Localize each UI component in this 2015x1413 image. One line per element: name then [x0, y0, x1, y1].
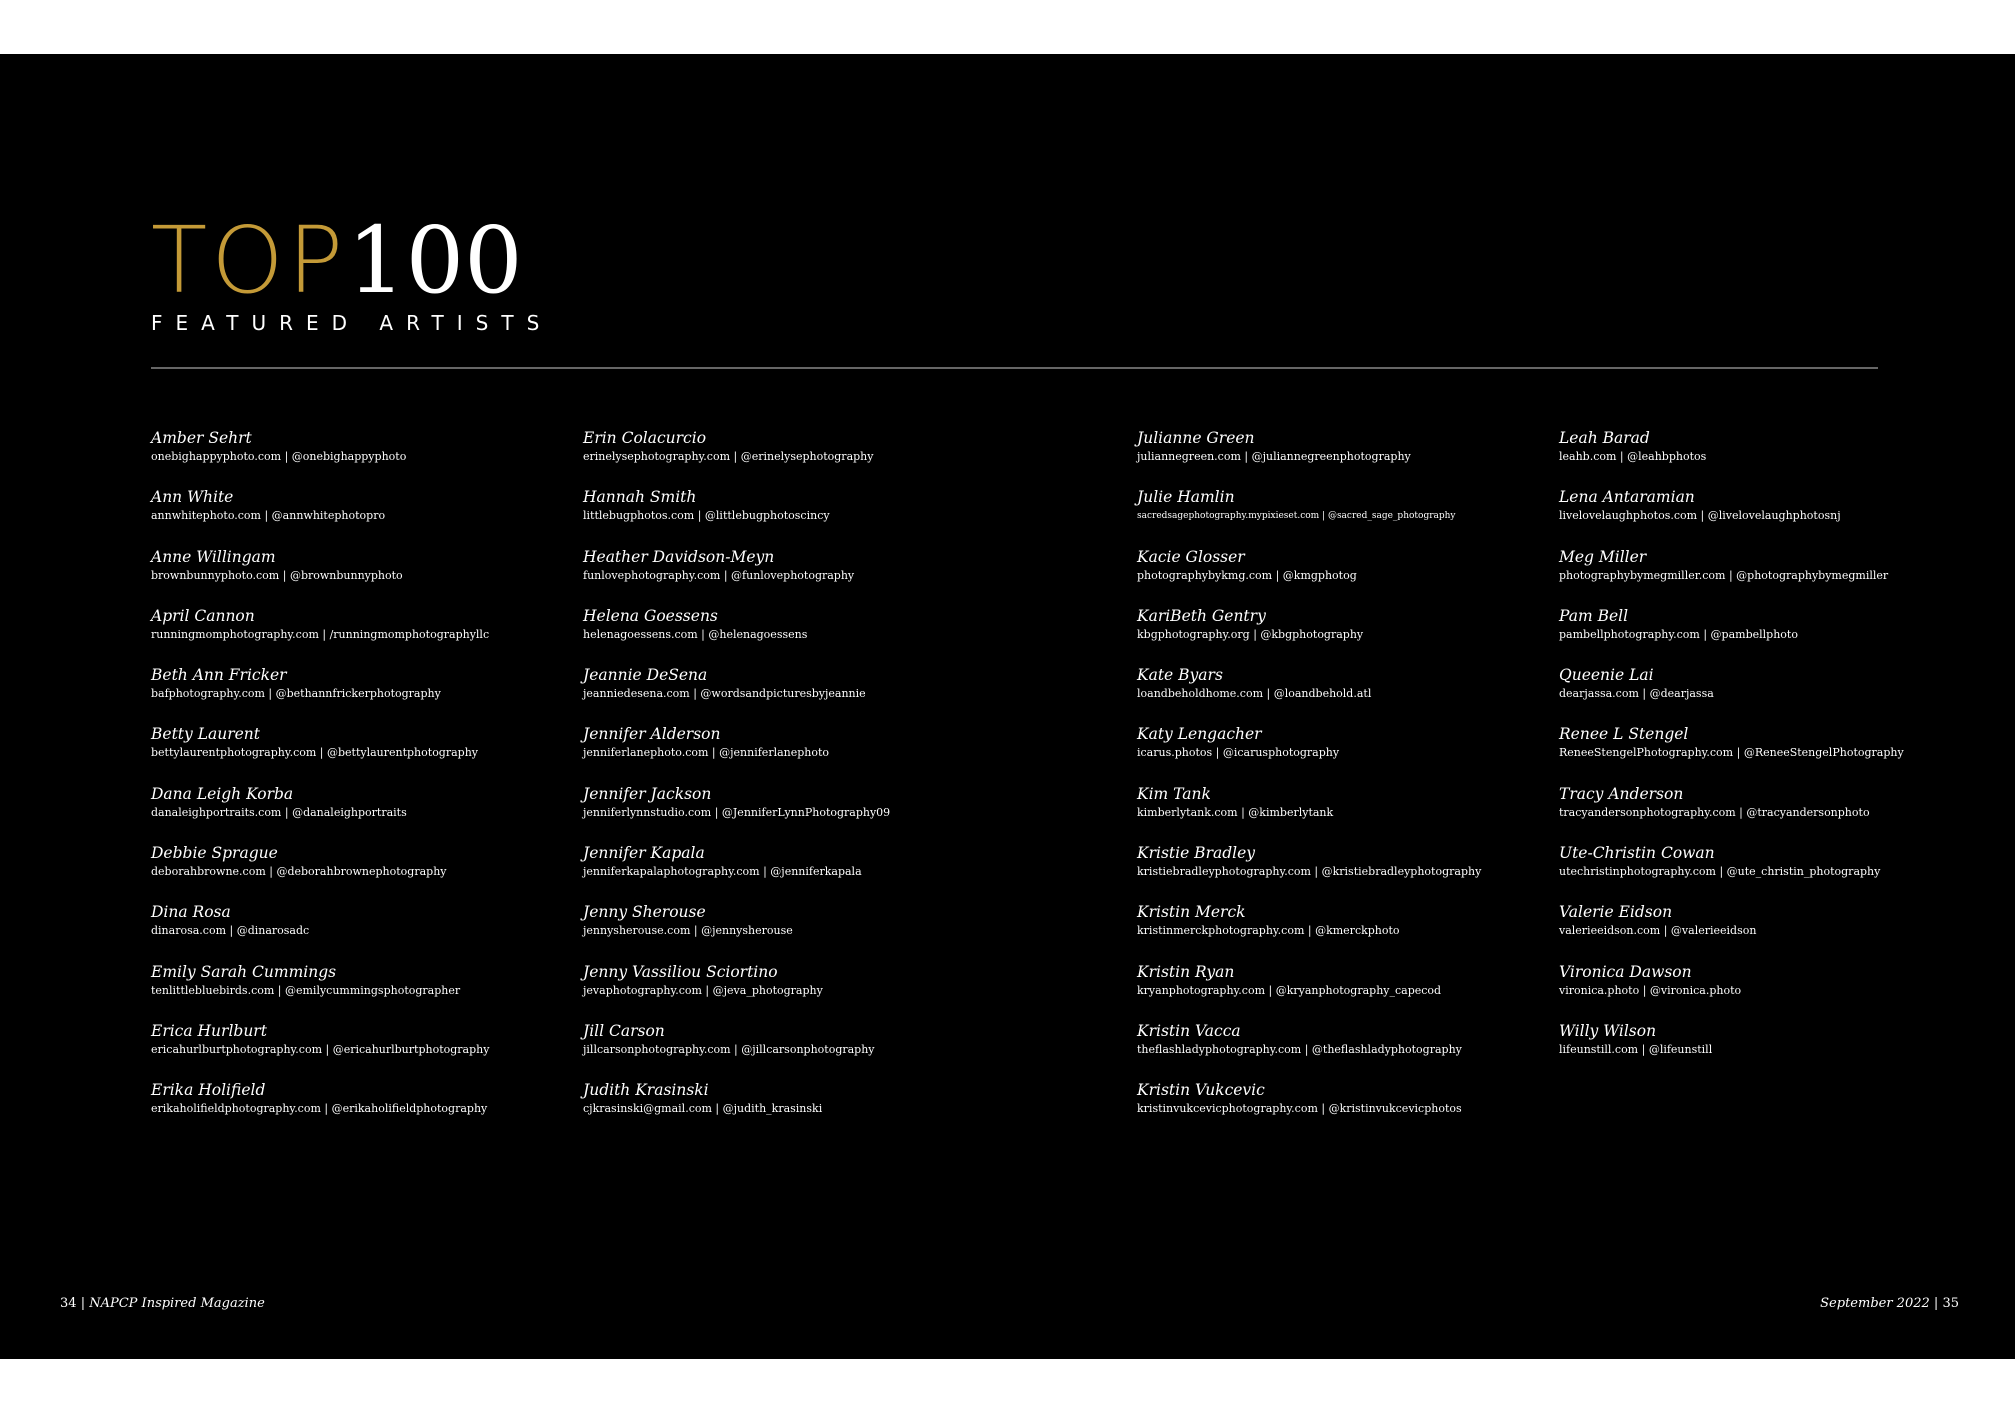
artist-name: Dina Rosa	[151, 903, 231, 922]
artist-entry	[1137, 486, 1481, 545]
artist-entry	[1137, 1020, 1481, 1079]
magazine-name: NAPCP Inspired Magazine	[89, 1296, 265, 1311]
title-top: TOP	[151, 207, 348, 314]
artist-website-social: valerieeidson.com | @valerieeidson	[1559, 924, 1757, 938]
artist-entry	[1137, 901, 1481, 960]
artist-name: Lena Antaramian	[1559, 488, 1695, 507]
artist-website-social: kristinmerckphotography.com | @kmerckphoto	[1137, 924, 1400, 938]
artist-column-1	[151, 427, 489, 1139]
artist-name: Ann White	[151, 488, 234, 507]
artist-entry	[151, 783, 489, 842]
artist-entry	[1559, 605, 1904, 664]
artist-name: Kristin Vukcevic	[1137, 1081, 1265, 1100]
artist-name: Jennifer Kapala	[583, 844, 705, 863]
artist-name: Erika Holifield	[151, 1081, 266, 1100]
artist-website-social: cjkrasinski@gmail.com | @judith_krasinski	[583, 1102, 823, 1116]
artist-name: Pam Bell	[1559, 606, 1629, 625]
artist-entry	[583, 723, 890, 782]
artist-website-social: jenniferlanephoto.com | @jenniferlanephoto	[583, 746, 830, 760]
left-page-number: 34	[60, 1296, 77, 1311]
artist-entry	[1559, 961, 1904, 1020]
artist-entry	[1559, 901, 1904, 960]
artist-column-3	[1137, 427, 1481, 1139]
artist-name: Kim Tank	[1137, 784, 1211, 803]
artist-entry	[151, 605, 489, 664]
artist-name: Erin Colacurcio	[583, 429, 707, 447]
artist-entry	[151, 1020, 489, 1079]
artist-entry	[1137, 842, 1481, 901]
artist-name: Emily Sarah Cummings	[151, 962, 337, 981]
artist-website-social: jillcarsonphotography.com | @jillcarsonphotography	[583, 1042, 875, 1056]
artist-website-social: sacredsagephotography.mypixieset.com | @sacred_sage_photography	[1137, 511, 1456, 522]
artist-name: Kristin Merck	[1137, 903, 1246, 922]
artist-website-social: jenniferkapalaphotography.com | @jenniferkapala	[583, 865, 862, 879]
artist-entry	[583, 783, 890, 842]
artist-website-social: erinelysephotography.com | @erinelysephotography	[583, 450, 874, 463]
artist-website-social: lifeunstill.com | @lifeunstill	[1559, 1042, 1713, 1056]
artist-entry	[1137, 961, 1481, 1020]
footer-right	[1820, 1296, 1959, 1311]
artist-website-social: deborahbrowne.com | @deborahbrownephotography	[151, 865, 447, 879]
artist-entry	[1559, 723, 1904, 782]
artist-name: Vironica Dawson	[1559, 962, 1692, 981]
artist-website-social: bettylaurentphotography.com | @bettylaurentphotography	[151, 746, 479, 760]
artist-column-2	[583, 427, 890, 1139]
artist-website-social: dearjassa.com | @dearjassa	[1559, 687, 1714, 701]
artist-website-social: kryanphotography.com | @kryanphotography_capecod	[1137, 983, 1442, 997]
artist-website-social: tenlittlebluebirds.com | @emilycummingsphotographer	[151, 983, 461, 997]
artist-entry	[151, 842, 489, 901]
artist-website-social: helenagoessens.com | @helenagoessens	[583, 627, 808, 641]
artist-website-social: ericahurlburtphotography.com | @ericahurlburtphotography	[151, 1042, 490, 1056]
artist-name: Jenny Sherouse	[583, 903, 706, 922]
artist-entry	[1137, 546, 1481, 605]
artist-entry	[583, 1020, 890, 1079]
artist-name: Amber Sehrt	[151, 429, 252, 447]
artist-entry	[583, 901, 890, 960]
artist-name: Dana Leigh Korba	[151, 784, 294, 803]
magazine-spread	[0, 54, 2015, 1359]
artist-website-social: photographybymegmiller.com | @photographybymegmiller	[1559, 568, 1889, 582]
artist-entry	[1559, 546, 1904, 605]
artist-name: Julie Hamlin	[1137, 488, 1235, 507]
artist-website-social: vironica.photo | @vironica.photo	[1559, 983, 1742, 997]
artist-website-social: jevaphotography.com | @jeva_photography	[583, 983, 823, 997]
artist-entry	[151, 901, 489, 960]
artist-name: Jenny Vassiliou Sciortino	[583, 962, 778, 981]
artist-website-social: littlebugphotos.com | @littlebugphotoscincy	[583, 509, 830, 523]
artist-entry	[151, 961, 489, 1020]
artist-name: Valerie Eidson	[1559, 903, 1673, 922]
artist-website-social: annwhitephoto.com | @annwhitephotopro	[151, 509, 386, 523]
artist-name: Jennifer Jackson	[583, 784, 712, 803]
artist-website-social: juliannegreen.com | @juliannegreenphotography	[1137, 450, 1411, 463]
artist-name: Beth Ann Fricker	[151, 666, 287, 685]
artist-name: April Cannon	[151, 606, 255, 625]
artist-name: Leah Barad	[1559, 429, 1650, 447]
artist-website-social: photographybykmg.com | @kmgphotog	[1137, 568, 1357, 582]
footer-separator: |	[80, 1296, 86, 1311]
artist-name: KariBeth Gentry	[1137, 606, 1266, 625]
artist-entry	[151, 1079, 489, 1138]
artist-website-social: kristinvukcevicphotography.com | @kristinvukcevicphotos	[1137, 1102, 1462, 1116]
right-page-number: 35	[1942, 1296, 1959, 1311]
artist-entry	[151, 486, 489, 545]
artist-name: Willy Wilson	[1559, 1021, 1657, 1040]
artist-website-social: bafphotography.com | @bethannfrickerphotography	[151, 687, 441, 701]
artist-website-social: pambellphotography.com | @pambellphoto	[1559, 627, 1798, 641]
artist-website-social: livelovelaughphotos.com | @livelovelaughphotosnj	[1559, 509, 1841, 523]
artist-website-social: funlovephotography.com | @funlovephotography	[583, 568, 855, 582]
artist-website-social: jennysherouse.com | @jennysherouse	[583, 924, 793, 938]
artist-entry	[151, 664, 489, 723]
artist-entry	[151, 723, 489, 782]
artist-entry	[1559, 842, 1904, 901]
title-number: 100	[347, 207, 523, 314]
artist-name: Tracy Anderson	[1559, 784, 1684, 803]
artist-website-social: loandbeholdhome.com | @loandbehold.atl	[1137, 687, 1372, 701]
artist-name: Ute-Christin Cowan	[1559, 844, 1715, 863]
artist-entry	[583, 961, 890, 1020]
artist-entry	[1559, 486, 1904, 545]
artist-website-social: leahb.com | @leahbphotos	[1559, 450, 1707, 463]
artist-name: Jeannie DeSena	[583, 666, 708, 685]
featured-artists-subtitle: FEATURED ARTISTS	[151, 311, 553, 335]
artist-name: Kristin Vacca	[1137, 1021, 1241, 1040]
artist-entry	[583, 427, 890, 486]
artist-name: Anne Willingam	[151, 547, 276, 566]
artist-name: Kate Byars	[1137, 666, 1223, 685]
artist-entry	[1559, 1020, 1904, 1079]
artist-entry	[583, 546, 890, 605]
artist-entry	[1137, 783, 1481, 842]
artist-entry	[1137, 723, 1481, 782]
artist-entry	[1137, 664, 1481, 723]
artist-entry	[1137, 605, 1481, 664]
footer-left	[60, 1296, 265, 1311]
artist-name: Katy Lengacher	[1137, 725, 1262, 744]
artist-website-social: dinarosa.com | @dinarosadc	[151, 924, 310, 938]
artist-website-social: kimberlytank.com | @kimberlytank	[1137, 805, 1334, 819]
artist-website-social: kbgphotography.org | @kbgphotography	[1137, 627, 1364, 641]
artist-name: Hannah Smith	[583, 488, 697, 507]
artist-name: Betty Laurent	[151, 725, 261, 744]
issue-date: September 2022	[1820, 1296, 1930, 1311]
artist-name: Judith Krasinski	[583, 1081, 709, 1100]
artist-website-social: utechristinphotography.com | @ute_christin_photography	[1559, 865, 1881, 879]
artist-name: Kacie Glosser	[1137, 547, 1245, 566]
artist-entry	[583, 1079, 890, 1138]
footer-separator: |	[1933, 1296, 1939, 1311]
artist-website-social: kristiebradleyphotography.com | @kristiebradleyphotography	[1137, 865, 1482, 879]
artist-website-social: erikaholifieldphotography.com | @erikaholifieldphotography	[151, 1102, 488, 1116]
artist-website-social: jeanniedesena.com | @wordsandpicturesbyjeannie	[583, 687, 866, 701]
artist-website-social: brownbunnyphoto.com | @brownbunnyphoto	[151, 568, 403, 582]
artist-name: Meg Miller	[1559, 547, 1647, 566]
artist-website-social: icarus.photos | @icarusphotography	[1137, 746, 1340, 760]
artist-name: Kristie Bradley	[1137, 844, 1256, 863]
artist-name: Jill Carson	[583, 1021, 665, 1040]
artist-entry	[1137, 427, 1481, 486]
artist-name: Julianne Green	[1137, 429, 1255, 447]
divider-rule	[151, 367, 1878, 369]
artist-entry	[151, 427, 489, 486]
artist-name: Renee L Stengel	[1559, 725, 1689, 744]
artist-entry	[151, 546, 489, 605]
artist-name: Heather Davidson-Meyn	[583, 547, 775, 566]
artist-website-social: runningmomphotography.com | /runningmomphotographyllc	[151, 627, 490, 641]
artist-website-social: theflashladyphotography.com | @theflashladyphotography	[1137, 1042, 1462, 1056]
artist-website-social: ReneeStengelPhotography.com | @ReneeStengelPhotography	[1559, 746, 1904, 760]
artist-entry	[1137, 1079, 1481, 1138]
artist-website-social: jenniferlynnstudio.com | @JenniferLynnPhotography09	[583, 805, 891, 819]
artist-entry	[583, 664, 890, 723]
artist-entry	[1559, 783, 1904, 842]
artist-entry	[1559, 664, 1904, 723]
artist-name: Queenie Lai	[1559, 666, 1654, 685]
artist-name: Erica Hurlburt	[151, 1021, 267, 1040]
artist-name: Jennifer Alderson	[583, 725, 721, 744]
artist-name: Debbie Sprague	[151, 844, 278, 863]
artist-column-4	[1559, 427, 1904, 1079]
artist-entry	[583, 842, 890, 901]
artist-entry	[1559, 427, 1904, 486]
artist-entry	[583, 605, 890, 664]
artist-website-social: danaleighportraits.com | @danaleighportraits	[151, 805, 407, 819]
top-100-title	[151, 207, 523, 314]
artist-name: Helena Goessens	[583, 606, 718, 625]
artist-name: Kristin Ryan	[1137, 962, 1235, 981]
artist-entry	[583, 486, 890, 545]
artist-website-social: tracyandersonphotography.com | @tracyandersonphoto	[1559, 805, 1870, 819]
artist-website-social: onebighappyphoto.com | @onebighappyphoto	[151, 450, 407, 463]
